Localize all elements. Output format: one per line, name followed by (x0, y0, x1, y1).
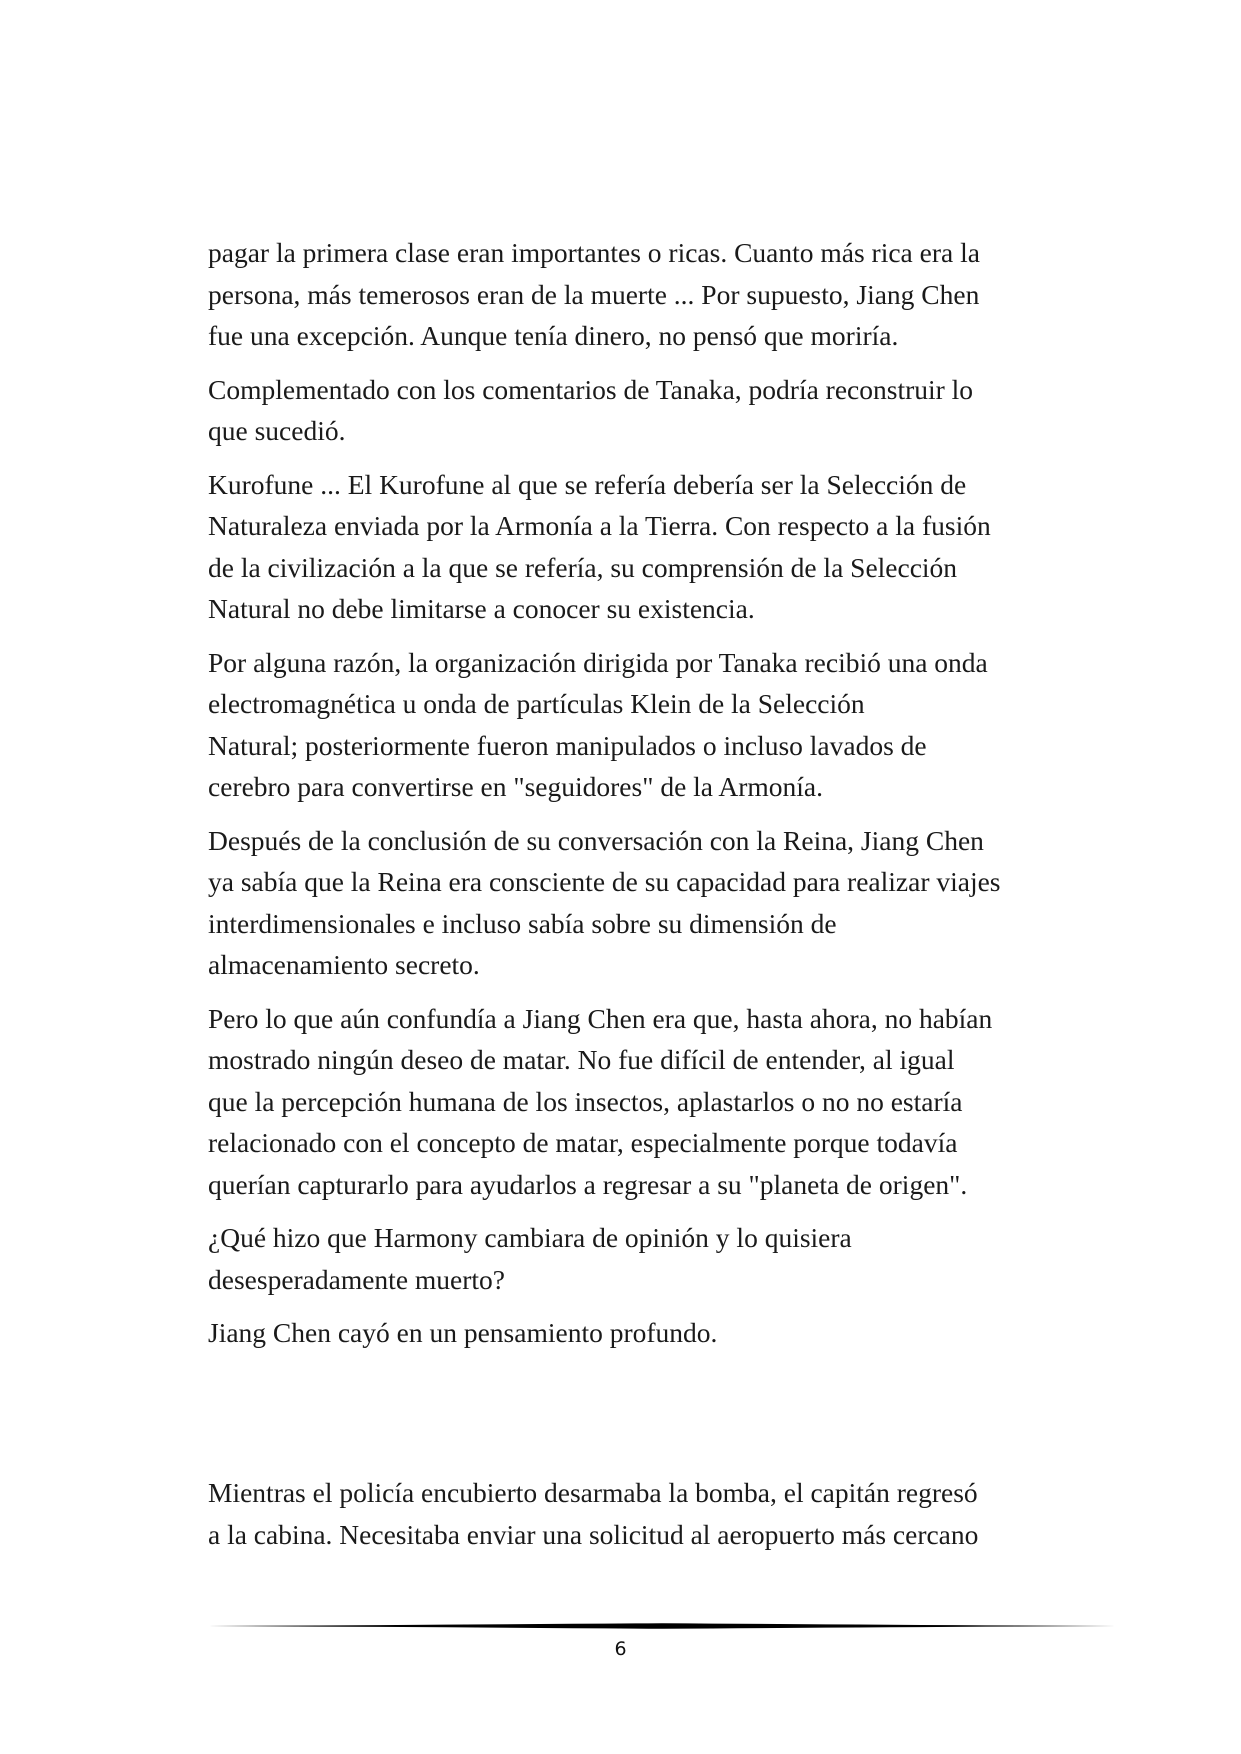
paragraph (208, 464, 1088, 630)
text-line: Por alguna razón, la organización dirigida por Tanaka recibió una onda (208, 646, 988, 678)
text-line: pagar la primera clase eran importantes o ricas. Cuanto más rica era la (208, 237, 980, 268)
text-line: desesperadamente muerto? (208, 1263, 506, 1295)
body-text-after-break (208, 1472, 1088, 1555)
text-line: persona, más temerosos eran de la muerte ... Por supuesto, Jiang Chen (208, 278, 980, 310)
text-line: querían capturarlo para ayudarlos a regresar a su "planeta de origen". (208, 1168, 968, 1200)
paragraph (208, 820, 1088, 986)
paragraph (208, 1312, 1088, 1354)
text-line: que la percepción humana de los insectos, aplastarlos o no no estaría (208, 1085, 963, 1117)
text-line: Natural no debe limitarse a conocer su existencia. (208, 593, 755, 624)
text-line: mostrado ningún deseo de matar. No fue difícil de entender, al igual (208, 1044, 955, 1075)
text-line: Kurofune ... El Kurofune al que se refería debería ser la Selección de (208, 468, 967, 500)
text-line: Jiang Chen cayó en un pensamiento profundo. (208, 1317, 718, 1348)
paragraph (208, 642, 1088, 808)
text-line: almacenamiento secreto. (208, 949, 480, 980)
paragraph (208, 232, 1088, 357)
footer-divider (208, 1620, 1116, 1632)
paragraph (208, 369, 1088, 452)
footer-divider-swash (208, 1623, 1116, 1629)
text-line: de la civilización a la que se refería, su comprensión de la Selección (208, 551, 958, 583)
text-line: cerebro para convertirse en "seguidores" de la Armonía. (208, 771, 823, 802)
text-line: Pero lo que aún confundía a Jiang Chen era que, hasta ahora, no habían (208, 1002, 993, 1034)
text-line: ya sabía que la Reina era consciente de su capacidad para realizar viajes (208, 866, 1001, 897)
text-line: Después de la conclusión de su conversación con la Reina, Jiang Chen (208, 824, 984, 856)
text-line: Natural; posteriormente fueron manipulados o incluso lavados de (208, 729, 927, 761)
text-line: Naturaleza enviada por la Armonía a la Tierra. Con respecto a la fusión (208, 510, 991, 541)
text-line: fue una excepción. Aunque tenía dinero, no pensó que moriría. (208, 320, 899, 351)
text-line: interdimensionales e incluso sabía sobre su dimensión de (208, 907, 837, 939)
paragraph (208, 1472, 1088, 1555)
text-line: Complementado con los comentarios de Tanaka, podría reconstruir lo (208, 373, 974, 405)
text-line: ¿Qué hizo que Harmony cambiara de opinión y lo quisiera (208, 1222, 852, 1253)
body-text-main (208, 232, 1088, 1354)
paragraph (208, 1217, 1088, 1300)
page-number: 6 (614, 1638, 627, 1660)
text-line: Mientras el policía encubierto desarmaba la bomba, el capitán regresó (208, 1477, 978, 1508)
paragraph (208, 998, 1088, 1206)
text-line: que sucedió. (208, 415, 346, 446)
text-line: relacionado con el concepto de matar, especialmente porque todavía (208, 1127, 958, 1158)
text-line: a la cabina. Necesitaba enviar una solicitud al aeropuerto más cercano (208, 1518, 979, 1550)
text-line: electromagnética u onda de partículas Klein de la Selección (208, 688, 865, 719)
